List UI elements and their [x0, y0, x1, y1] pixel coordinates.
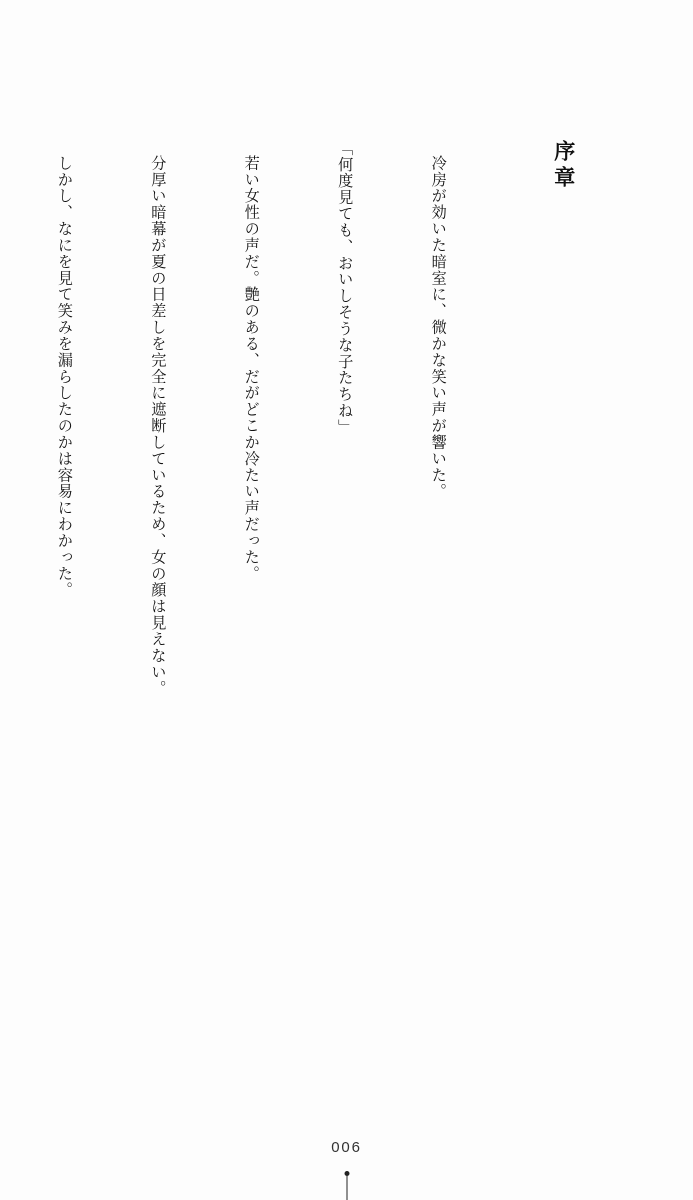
- chapter-title: 序章: [551, 140, 576, 193]
- binding-tick-icon: [346, 1172, 347, 1200]
- page-number: 006: [331, 1139, 362, 1156]
- paragraph: 冷房が効いた暗室に、微かな笑い声が響いた。: [429, 155, 447, 500]
- paragraph: 若い女性の声だ。艶のある、だがどこか冷たい声だった。: [242, 155, 260, 583]
- paragraph: しかし、なにを見て笑みを漏らしたのかは容易にわかった。: [55, 155, 73, 599]
- paragraph: 分厚い暗幕が夏の日差しを完全に遮断しているため、女の顔は見えない。: [149, 155, 167, 697]
- page-body-text: [52, 140, 641, 1020]
- paragraph-dialogue: 「何度見ても、おいしそうな子たちね」: [336, 140, 354, 436]
